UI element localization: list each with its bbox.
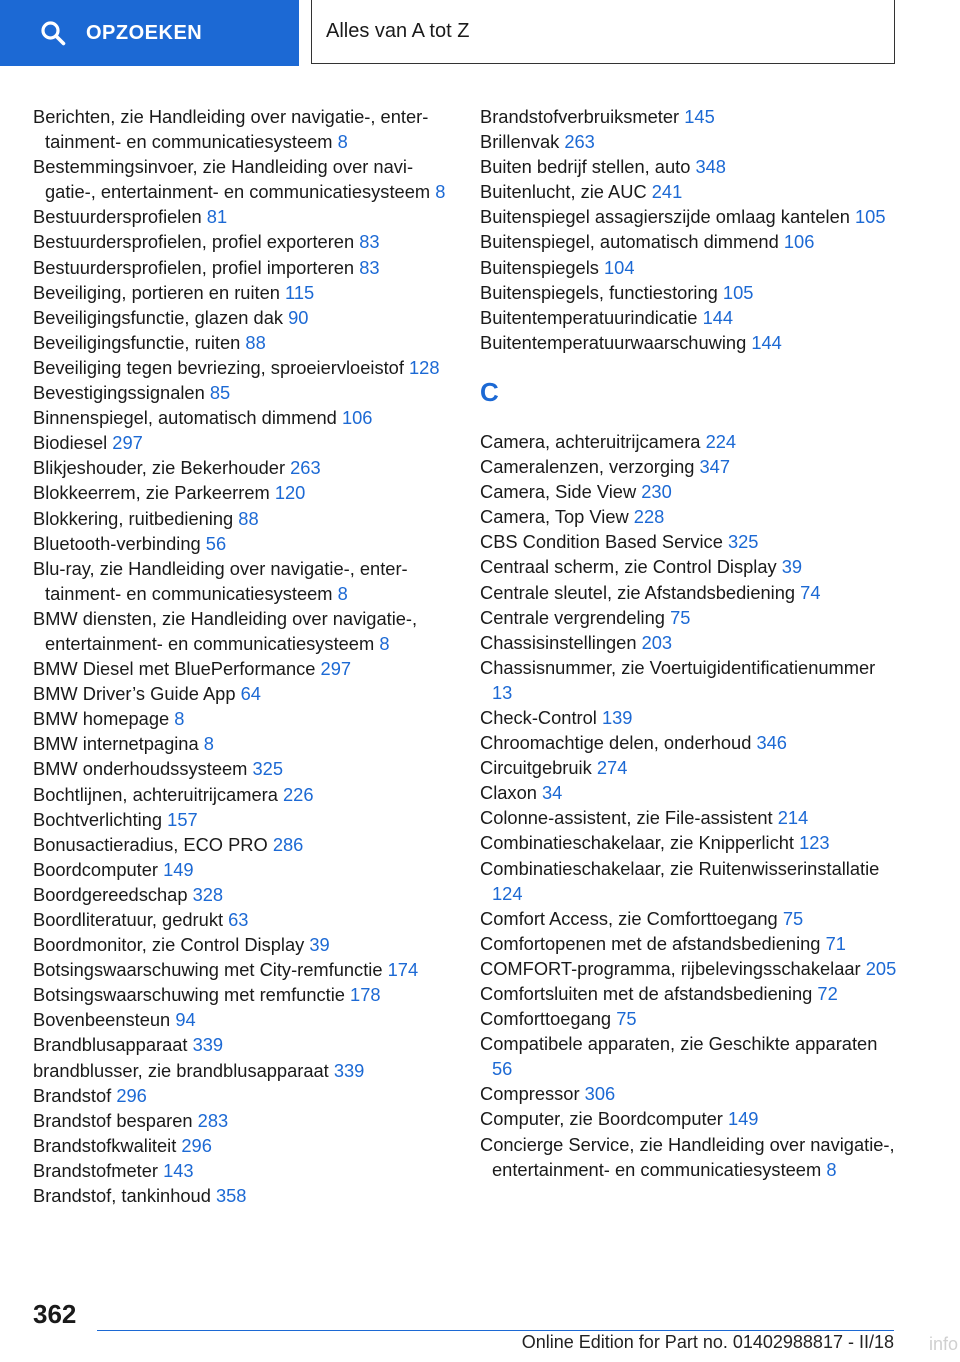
- index-page-link[interactable]: 120: [274, 482, 306, 504]
- index-page-link[interactable]: 8: [174, 708, 185, 730]
- index-page-link[interactable]: 63: [228, 909, 249, 930]
- index-term: Colonne-assistent, zie File-assistent: [480, 807, 773, 829]
- index-page-link[interactable]: 230: [641, 481, 672, 503]
- index-entry: [33, 1058, 453, 1083]
- index-page-link[interactable]: 124: [492, 882, 523, 904]
- edition-footer: Online Edition for Part no. 01402988817 - II/18: [521, 1332, 894, 1352]
- index-entry: [33, 857, 453, 882]
- index-term: Beveiligingsfunctie, ruiten: [33, 331, 241, 353]
- index-page-link[interactable]: 106: [341, 407, 373, 429]
- index-page-link[interactable]: 157: [167, 808, 198, 830]
- index-term: Bochtverlichting: [33, 808, 163, 830]
- index-entry: [480, 129, 900, 154]
- index-entry: [480, 179, 900, 204]
- index-entry: [480, 830, 900, 855]
- index-entry: [33, 907, 453, 932]
- index-term: Binnenspiegel, automatisch dimmend: [33, 407, 337, 429]
- index-entry: [33, 1007, 453, 1032]
- index-term: Beveiliging, portieren en ruiten: [33, 281, 280, 303]
- index-entry: [33, 531, 453, 556]
- index-term: BMW Diesel met BluePerformance: [33, 658, 316, 680]
- index-term: BMW homepage: [33, 708, 170, 730]
- index-entry: [480, 1106, 900, 1131]
- index-entry: [33, 556, 453, 606]
- index-entry: [480, 780, 900, 805]
- index-entry: [480, 705, 900, 730]
- index-term: Computer, zie Boordcomputer: [480, 1108, 723, 1130]
- index-term: Check-Control: [480, 706, 597, 728]
- index-entry: [33, 782, 453, 807]
- index-entry: [33, 656, 453, 681]
- index-term: Blikjeshouder, zie Bekerhouder: [33, 457, 286, 479]
- index-entry: [480, 429, 900, 454]
- index-term: Berichten, zie Handleiding over navigatie-, entertainment- en communicatiesysteem: [33, 106, 429, 153]
- index-entry: [33, 606, 453, 656]
- index-entry: [33, 932, 453, 957]
- index-term: Brandblusapparaat: [33, 1034, 188, 1056]
- index-page-link[interactable]: 88: [238, 507, 259, 529]
- index-page-link[interactable]: 106: [783, 231, 815, 253]
- index-entry: [480, 856, 900, 906]
- index-page-link[interactable]: 128: [409, 356, 440, 378]
- index-term: Botsingswaarschuwing met City-remfunctie: [33, 959, 383, 981]
- index-term: Blu-ray, zie Handleiding over navigatie-, entertainment- en communicatiesysteem: [33, 557, 408, 604]
- index-entry: [480, 280, 900, 305]
- index-entry: [480, 154, 900, 179]
- index-page-link[interactable]: 81: [206, 206, 228, 228]
- index-entry: [33, 405, 453, 430]
- index-term: Bestemmingsinvoer, zie Handleiding over navigatie-, entertainment- en communicatiesysteem: [33, 156, 431, 203]
- watermark: info: [928, 1334, 958, 1354]
- index-entry: [33, 380, 453, 405]
- index-term: Compatibele apparaten, zie Geschikte apparaten: [480, 1033, 878, 1055]
- index-term: Boordmonitor, zie Control Display: [33, 934, 305, 956]
- index-page-link[interactable]: 94: [175, 1009, 196, 1031]
- index-entry: [33, 1183, 453, 1208]
- index-term: Buitentemperatuurwaarschuwing: [480, 331, 747, 353]
- index-entry: [33, 255, 453, 280]
- index-page-link[interactable]: 90: [288, 306, 309, 328]
- search-button-label: OPZOEKEN: [86, 21, 203, 44]
- index-entry: [480, 104, 900, 129]
- index-term: Comfortopenen met de afstandsbediening: [480, 932, 821, 954]
- index-entry: [33, 681, 453, 706]
- page-number: 362: [33, 1299, 77, 1329]
- index-page-link[interactable]: 85: [209, 382, 231, 404]
- index-page-link[interactable]: 144: [751, 331, 782, 353]
- index-term: BMW diensten, zie Handleiding over navigatie-, entertainment- en communicatiesysteem: [33, 607, 418, 654]
- index-entry: [33, 204, 453, 229]
- index-entry: [33, 506, 453, 531]
- index-column-left: [33, 104, 453, 1208]
- index-term: Brandstofverbruiksmeter: [480, 106, 680, 127]
- index-entry: [33, 1032, 453, 1057]
- index-term: Buitenspiegels: [480, 256, 599, 278]
- index-page-link[interactable]: 346: [756, 732, 787, 754]
- index-term: Chroomachtige delen, onderhoud: [480, 732, 752, 754]
- index-page-link[interactable]: 224: [705, 430, 737, 452]
- index-term: Brandstof: [33, 1084, 112, 1106]
- index-entry: [33, 480, 453, 505]
- index-term: Blokkeerrem, zie Parkeerrem: [33, 482, 270, 504]
- index-term: Buitenspiegel assagierszijde omlaag kantelen: [480, 206, 850, 228]
- index-term: Compressor: [480, 1083, 580, 1105]
- index-term: Comforttoegang: [480, 1008, 612, 1030]
- footer-divider: [97, 1330, 894, 1331]
- index-entry: [480, 529, 900, 554]
- index-page-link[interactable]: 104: [604, 256, 635, 278]
- index-page-link[interactable]: 8: [826, 1158, 837, 1180]
- index-page-link[interactable]: 263: [564, 131, 595, 153]
- index-term: Chassisinstellingen: [480, 631, 637, 653]
- index-page-link[interactable]: 71: [825, 932, 846, 954]
- index-page-link[interactable]: 139: [601, 706, 633, 728]
- index-term: Buitenspiegels, functiestoring: [480, 281, 718, 303]
- index-entry: [480, 554, 900, 579]
- index-term: CBS Condition Based Service: [480, 531, 723, 553]
- index-term: BMW internetpagina: [33, 733, 199, 755]
- index-page-link[interactable]: 263: [290, 457, 321, 479]
- index-term: Boordgereedschap: [33, 883, 188, 905]
- index-page-link[interactable]: 296: [181, 1134, 212, 1156]
- index-page-link[interactable]: 306: [584, 1083, 616, 1105]
- index-term: Centrale sleutel, zie Afstandsbediening: [480, 581, 796, 603]
- index-term: Bestuurdersprofielen: [33, 206, 202, 228]
- index-term: BMW onderhoudssysteem: [33, 758, 248, 780]
- index-entry: [480, 981, 900, 1006]
- index-page-link[interactable]: 75: [670, 606, 691, 628]
- index-term: Concierge Service, zie Handleiding over navigatie-, entertainment- en communicatiesysteem: [480, 1133, 895, 1180]
- index-page-link[interactable]: 56: [205, 532, 227, 554]
- index-page-link[interactable]: 358: [215, 1185, 247, 1207]
- index-term: Beveiligingsfunctie, glazen dak: [33, 306, 284, 328]
- index-term: Comfortsluiten met de afstandsbediening: [480, 983, 813, 1004]
- index-page-link[interactable]: 339: [192, 1034, 224, 1056]
- index-entry: [480, 1132, 900, 1182]
- index-page-link[interactable]: 328: [192, 883, 224, 905]
- search-icon: [40, 20, 66, 46]
- index-term: Brandstofkwaliteit: [33, 1134, 177, 1156]
- index-page-link[interactable]: 13: [492, 681, 513, 703]
- index-entry: [33, 305, 453, 330]
- index-entry: [33, 1108, 453, 1133]
- index-page-link[interactable]: 83: [359, 231, 380, 253]
- index-page-link[interactable]: 214: [777, 807, 809, 829]
- index-entry: [480, 479, 900, 504]
- index-term: Buitenspiegel, automatisch dimmend: [480, 231, 779, 253]
- index-entry: [480, 906, 900, 931]
- index-entry: [33, 957, 453, 982]
- index-page-link[interactable]: 348: [695, 156, 726, 178]
- section-title: Alles van A tot Z: [311, 0, 895, 64]
- index-page-link[interactable]: 39: [309, 934, 330, 956]
- index-column-right: [480, 104, 900, 1182]
- index-term: Chassisnummer, zie Voertuigidentificatienummer: [480, 656, 876, 678]
- index-page-link[interactable]: 34: [542, 782, 563, 804]
- index-entry: [33, 706, 453, 731]
- index-page-link[interactable]: 74: [800, 581, 821, 603]
- index-term: Centraal scherm, zie Control Display: [480, 556, 777, 578]
- index-entry: [480, 655, 900, 705]
- index-term: Buitenlucht, zie AUC: [480, 181, 647, 203]
- index-term: Camera, achteruitrijcamera: [480, 430, 701, 452]
- index-page-link[interactable]: 174: [387, 959, 419, 981]
- index-term: Combinatieschakelaar, zie Ruitenwisserinstallatie: [480, 857, 880, 879]
- index-entry: [33, 1133, 453, 1158]
- index-entry: [33, 430, 453, 455]
- index-page-link[interactable]: 64: [240, 683, 261, 705]
- index-page-link[interactable]: 297: [112, 432, 143, 454]
- index-page-link[interactable]: 149: [727, 1108, 759, 1130]
- index-page-link[interactable]: 178: [350, 984, 381, 1006]
- index-term: Blokkering, ruitbediening: [33, 507, 234, 529]
- index-page-link[interactable]: 72: [817, 983, 838, 1004]
- index-term: Bovenbeensteun: [33, 1009, 171, 1031]
- index-page-link[interactable]: 115: [285, 281, 315, 303]
- index-page-link[interactable]: 88: [245, 331, 266, 353]
- index-page-link[interactable]: 143: [163, 1159, 194, 1181]
- index-entry: [480, 755, 900, 780]
- index-entry: [33, 1083, 453, 1108]
- index-page-link[interactable]: 228: [633, 506, 665, 528]
- index-term: Combinatieschakelaar, zie Knipperlicht: [480, 832, 794, 854]
- index-page-link[interactable]: 8: [379, 632, 390, 654]
- index-entry: [33, 731, 453, 756]
- index-entry: [33, 154, 453, 204]
- index-page-link[interactable]: 149: [163, 858, 194, 880]
- index-entry: [33, 832, 453, 857]
- index-page-link[interactable]: 203: [641, 631, 673, 653]
- index-term: Bevestigingssignalen: [33, 382, 205, 404]
- index-term: Brandstof besparen: [33, 1109, 193, 1131]
- index-entry: [480, 229, 900, 254]
- index-page-link[interactable]: 296: [116, 1084, 147, 1106]
- index-page-link[interactable]: 8: [435, 181, 446, 203]
- index-page-link[interactable]: 274: [596, 757, 628, 779]
- index-term: Camera, Top View: [480, 506, 629, 528]
- index-entry: [33, 104, 453, 154]
- index-term: Bestuurdersprofielen, profiel importeren: [33, 256, 355, 278]
- index-page-link[interactable]: 297: [320, 658, 352, 680]
- index-page-link[interactable]: 325: [727, 531, 759, 553]
- search-button[interactable]: [0, 0, 299, 66]
- index-entry: [33, 455, 453, 480]
- index-term: Brillenvak: [480, 131, 560, 153]
- index-entry: [480, 504, 900, 529]
- index-entry: [33, 355, 453, 380]
- index-term: Boordliteratuur, gedrukt: [33, 909, 224, 930]
- index-entry: [480, 204, 900, 229]
- index-term: brandblusser, zie brandblusapparaat: [33, 1059, 329, 1081]
- index-entry: [480, 580, 900, 605]
- index-page-link[interactable]: 205: [865, 957, 897, 979]
- index-page-link[interactable]: 145: [684, 106, 715, 127]
- index-page-link[interactable]: 8: [337, 582, 348, 604]
- index-entry: [480, 1031, 900, 1081]
- index-entry: [33, 807, 453, 832]
- index-entry: [480, 805, 900, 830]
- index-entry: [480, 931, 900, 956]
- index-term: Botsingswaarschuwing met remfunctie: [33, 984, 345, 1006]
- index-entry: [33, 330, 453, 355]
- index-page-link[interactable]: 83: [359, 256, 380, 278]
- index-page-link[interactable]: 339: [333, 1059, 365, 1081]
- index-term: Bestuurdersprofielen, profiel exporteren: [33, 231, 355, 253]
- index-page-link[interactable]: 39: [781, 556, 803, 578]
- index-term: Cameralenzen, verzorging: [480, 456, 695, 478]
- index-page-link[interactable]: 325: [252, 758, 283, 780]
- index-term: Boordcomputer: [33, 858, 158, 880]
- index-page-link[interactable]: 56: [492, 1058, 513, 1080]
- index-entry: [480, 605, 900, 630]
- index-entry: [33, 280, 453, 305]
- index-page-link[interactable]: 144: [702, 306, 734, 328]
- index-page-link[interactable]: 105: [722, 281, 754, 303]
- index-page-link[interactable]: 75: [782, 907, 804, 929]
- index-term: Bluetooth-verbinding: [33, 532, 201, 554]
- index-entry: [480, 956, 900, 981]
- index-entry: [480, 730, 900, 755]
- index-page-link[interactable]: 241: [651, 181, 683, 203]
- index-entry: [33, 229, 453, 254]
- index-term: COMFORT-programma, rijbelevingsschakelaar: [480, 957, 861, 979]
- index-entry: [480, 255, 900, 280]
- index-entry: [480, 454, 900, 479]
- index-page-link[interactable]: 286: [272, 833, 304, 855]
- index-term: Comfort Access, zie Comforttoegang: [480, 907, 778, 929]
- index-term: Claxon: [480, 782, 537, 804]
- index-term: Circuitgebruik: [480, 757, 592, 779]
- index-term: Beveiliging tegen bevriezing, sproeiervloeistof: [33, 356, 404, 378]
- index-term: Bochtlijnen, achteruitrijcamera: [33, 783, 278, 805]
- index-page-link[interactable]: 347: [699, 456, 731, 478]
- index-page-link[interactable]: 283: [197, 1109, 229, 1131]
- index-term: Camera, Side View: [480, 481, 637, 503]
- index-term: Brandstof, tankinhoud: [33, 1185, 211, 1207]
- index-entry: [33, 982, 453, 1007]
- header: [0, 0, 960, 66]
- index-entry: [33, 1158, 453, 1183]
- index-term: Centrale vergrendeling: [480, 606, 665, 628]
- index-page-link[interactable]: 75: [616, 1008, 637, 1030]
- index-term: Biodiesel: [33, 432, 108, 454]
- index-page-link[interactable]: 8: [337, 131, 348, 153]
- index-term: Bonusactieradius, ECO PRO: [33, 833, 268, 855]
- index-term: BMW Driver’s Guide App: [33, 683, 236, 705]
- index-entry: [480, 305, 900, 330]
- index-entry: [480, 330, 900, 355]
- index-page-link[interactable]: 8: [203, 733, 214, 755]
- index-entry: [33, 756, 453, 781]
- index-entry: [480, 630, 900, 655]
- index-letter-heading: C: [480, 376, 499, 407]
- index-entry: [480, 1081, 900, 1106]
- index-page-link[interactable]: 105: [855, 206, 886, 228]
- index-page-link[interactable]: 226: [282, 783, 314, 805]
- index-term: Buitentemperatuurindicatie: [480, 306, 698, 328]
- index-entry: [33, 882, 453, 907]
- index-entry: [480, 1006, 900, 1031]
- index-term: Buiten bedrijf stellen, auto: [480, 156, 691, 178]
- index-term: Brandstofmeter: [33, 1159, 158, 1181]
- index-page-link[interactable]: 123: [799, 832, 830, 854]
